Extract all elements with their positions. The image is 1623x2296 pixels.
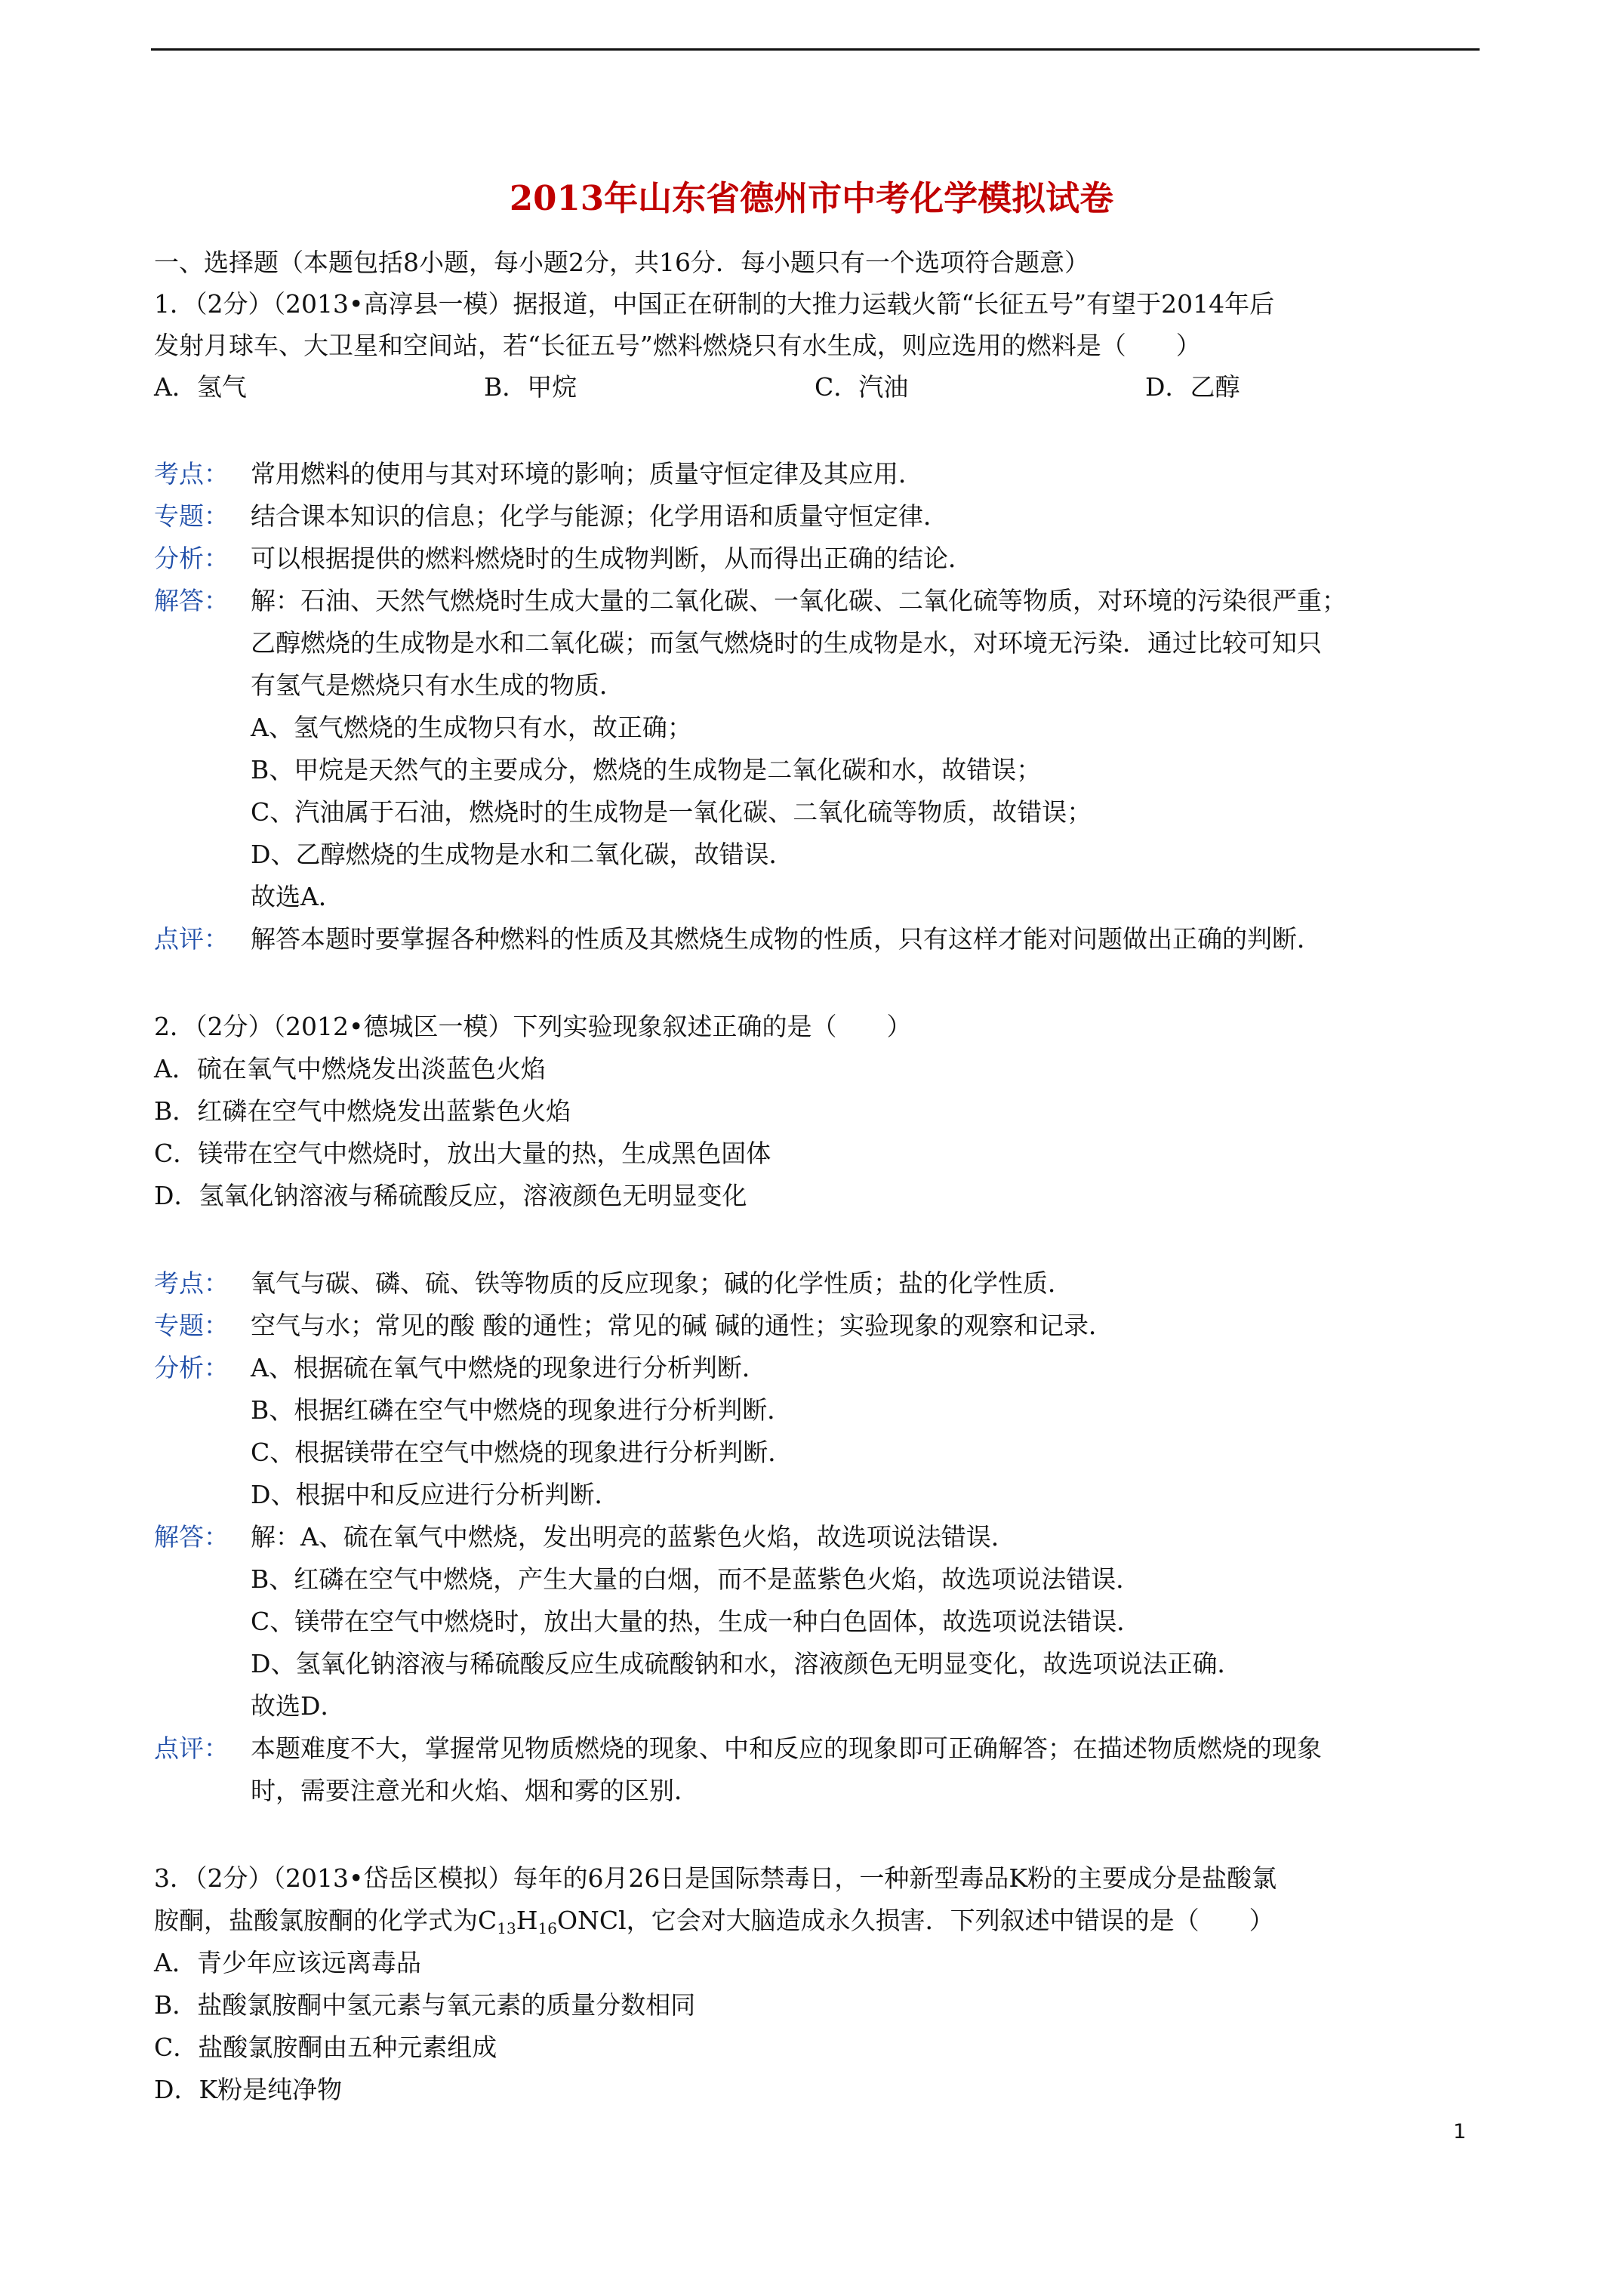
- q2-stem: 2．（2分）（2012•德城区一模）下列实验现象叙述正确的是（ ）: [154, 1012, 912, 1041]
- q1-fenxi-label: 分析：: [154, 544, 229, 573]
- q3-option-b: B．盐酸氯胺酮中氢元素与氧元素的质量分数相同: [154, 1990, 696, 2020]
- q1-option-d: D．乙醇: [1145, 372, 1240, 402]
- q2-jieda-line: C、镁带在空气中燃烧时，放出大量的热，生成一种白色固体，故选项说法错误．: [251, 1607, 1142, 1636]
- q1-kaodian-label: 考点：: [154, 459, 229, 488]
- q1-jieda-line: C、汽油属于石油，燃烧时的生成物是一氧化碳、二氧化硫等物质，故错误；: [251, 797, 1092, 827]
- q3-option-d: D．K粉是纯净物: [154, 2075, 343, 2104]
- q1-option-c: C．汽油: [815, 372, 909, 402]
- q1-stem-line2: 发射月球车、大卫星和空间站，若“长征五号”燃料燃烧只有水生成，则应选用的燃料是（ ）: [154, 331, 1201, 360]
- q2-fenxi-label: 分析：: [154, 1353, 229, 1382]
- q2-fenxi-line: C、根据镁带在空气中燃烧的现象进行分析判断．: [251, 1438, 793, 1467]
- q1-jieda-line: 有氢气是燃烧只有水生成的物质．: [251, 670, 624, 700]
- q1-jieda-line: D、乙醇燃烧的生成物是水和二氧化碳，故错误．: [251, 840, 794, 869]
- q2-fenxi-line: B、根据红磷在空气中燃烧的现象进行分析判断．: [251, 1395, 793, 1425]
- q1-jieda-line: 解：石油、天然气燃烧时生成大量的二氧化碳、一氧化碳、二氧化硫等物质，对环境的污染很严重；: [251, 586, 1347, 615]
- section-heading: 一、选择题（本题包括8小题，每小题2分，共16分．每小题只有一个选项符合题意）: [154, 248, 1089, 277]
- q1-jieda-line: A、氢气燃烧的生成物只有水，故正确；: [251, 713, 692, 742]
- q3-stem-text: 胺酮，盐酸氯胺酮的化学式为C: [154, 1906, 497, 1935]
- q1-dianping: 解答本题时要掌握各种燃料的性质及其燃烧生成物的性质，只有这样才能对问题做出正确的判断．: [251, 924, 1322, 954]
- q1-option-a: A．氢气: [154, 372, 247, 402]
- q2-jieda-line: 故选D．: [251, 1691, 346, 1721]
- q1-fenxi: 可以根据提供的燃料燃烧时的生成物判断，从而得出正确的结论．: [251, 544, 973, 573]
- q1-jieda-label: 解答：: [154, 586, 229, 615]
- q2-jieda-label: 解答：: [154, 1522, 229, 1552]
- q1-jieda-line: 故选A．: [251, 882, 343, 911]
- q2-option-a: A．硫在氧气中燃烧发出淡蓝色火焰: [154, 1054, 546, 1083]
- q2-kaodian: 氧气与碳、磷、硫、铁等物质的反应现象；碱的化学性质；盐的化学性质．: [251, 1268, 1073, 1298]
- q2-dianping-line: 本题难度不大，掌握常见物质燃烧的现象、中和反应的现象即可正确解答；在描述物质燃烧的现象: [251, 1734, 1322, 1763]
- q1-zhuanti: 结合课本知识的信息；化学与能源；化学用语和质量守恒定律．: [251, 501, 948, 531]
- q2-dianping-label: 点评：: [154, 1734, 229, 1763]
- q2-jieda-line: D、氢氧化钠溶液与稀硫酸反应生成硫酸钠和水，溶液颜色无明显变化，故选项说法正确．: [251, 1649, 1243, 1678]
- q2-option-b: B．红磷在空气中燃烧发出蓝紫色火焰: [154, 1096, 571, 1126]
- q3-option-c: C．盐酸氯胺酮由五种元素组成: [154, 2032, 497, 2062]
- q2-option-d: D．氢氧化钠溶液与稀硫酸反应，溶液颜色无明显变化: [154, 1181, 747, 1210]
- q1-zhuanti-label: 专题：: [154, 501, 229, 531]
- q1-option-b: B．甲烷: [484, 372, 577, 402]
- q3-stem-line2: [154, 1906, 1274, 1936]
- q3-stem-line1: 3．（2分）（2013•岱岳区模拟）每年的6月26日是国际禁毒日，一种新型毒品K粉的主要成分是盐酸氯: [154, 1863, 1277, 1893]
- page-title: 2013年山东省德州市中考化学模拟试卷: [509, 178, 1114, 218]
- q3-formula-subscript: 13: [497, 1919, 516, 1937]
- q2-kaodian-label: 考点：: [154, 1268, 229, 1298]
- page-number: 1: [1453, 2120, 1467, 2143]
- q2-dianping-line: 时，需要注意光和火焰、烟和雾的区别．: [251, 1776, 699, 1805]
- q1-stem-line1: 1．（2分）（2013•高淳县一模）据报道，中国正在研制的大推力运载火箭“长征五号”有望于2014年后: [154, 289, 1275, 319]
- header-rule: [151, 48, 1480, 51]
- q3-formula-element: H: [516, 1906, 538, 1935]
- q3-formula-subscript: 16: [537, 1919, 557, 1937]
- q3-stem-text: ONCl，它会对大脑造成永久损害．下列叙述中错误的是（ ）: [556, 1906, 1274, 1935]
- q2-jieda-line: 解：A、硫在氧气中燃烧，发出明亮的蓝紫色火焰，故选项说法错误．: [251, 1522, 1016, 1552]
- q2-option-c: C．镁带在空气中燃烧时，放出大量的热，生成黑色固体: [154, 1139, 771, 1168]
- q3-option-a: A．青少年应该远离毒品: [154, 1948, 421, 1977]
- q2-zhuanti: 空气与水；常见的酸 酸的通性；常见的碱 碱的通性；实验现象的观察和记录．: [251, 1311, 1113, 1340]
- q1-jieda-line: B、甲烷是天然气的主要成分，燃烧的生成物是二氧化碳和水，故错误；: [251, 755, 1042, 784]
- q1-kaodian: 常用燃料的使用与其对环境的影响；质量守恒定律及其应用．: [251, 459, 923, 488]
- q2-jieda-line: B、红磷在空气中燃烧，产生大量的白烟，而不是蓝紫色火焰，故选项说法错误．: [251, 1564, 1141, 1594]
- q1-dianping-label: 点评：: [154, 924, 229, 954]
- q1-jieda-line: 乙醇燃烧的生成物是水和二氧化碳；而氢气燃烧时的生成物是水，对环境无污染．通过比较可知只: [251, 628, 1322, 658]
- q2-zhuanti-label: 专题：: [154, 1311, 229, 1340]
- q2-fenxi-line: D、根据中和反应进行分析判断．: [251, 1480, 620, 1509]
- q2-fenxi-line: A、根据硫在氧气中燃烧的现象进行分析判断．: [251, 1353, 767, 1382]
